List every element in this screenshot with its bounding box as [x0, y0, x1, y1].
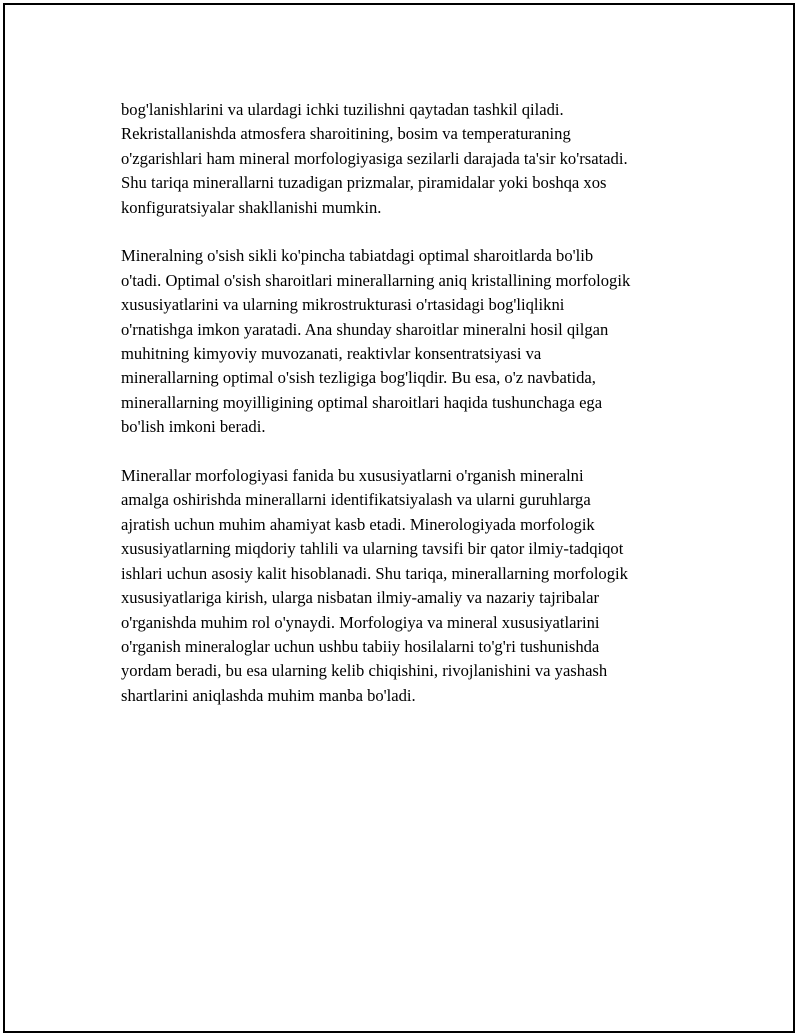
- paragraph-line: bog'lanishlarini va ulardagi ichki tuzilishni qaytadan tashkil qiladi.: [121, 100, 564, 119]
- paragraph-line: ajratish uchun muhim ahamiyat kasb etadi. Minerologiyada morfologik: [121, 514, 595, 534]
- paragraph-line: Minerallar morfologiyasi fanida bu xususiyatlarni o'rganish mineralni: [121, 466, 584, 486]
- paragraph-line: bo'lish imkoni beradi.: [121, 417, 266, 437]
- paragraph-line: Mineralning o'sish sikli ko'pincha tabiatdagi optimal sharoitlarda bo'lib: [121, 246, 594, 266]
- paragraph-line: ishlari uchun asosiy kalit hisoblanadi. Shu tariqa, minerallarning morfologik: [121, 563, 628, 583]
- paragraph-2: [121, 244, 701, 439]
- paragraph-line: Rekristallanishda atmosfera sharoitining, bosim va temperaturaning: [121, 124, 571, 144]
- paragraph-line: amalga oshirishda minerallarni identifikatsiyalash va ularni guruhlarga: [121, 490, 591, 510]
- paragraph-line: yordam beradi, bu esa ularning kelib chiqishini, rivojlanishini va yashash: [121, 661, 608, 681]
- paragraph-line: xususiyatlarini va ularning mikrostrukturasi o'rtasidagi bog'liqlikni: [121, 295, 565, 315]
- paragraph-line: o'rganishda muhim rol o'ynaydi. Morfologiya va mineral xususiyatlarini: [121, 612, 600, 632]
- paragraph-3: [121, 464, 701, 708]
- paragraph-line: Shu tariqa minerallarni tuzadigan prizmalar, piramidalar yoki boshqa xos: [121, 173, 607, 193]
- paragraph-line: muhitning kimyoviy muvozanati, reaktivlar konsentratsiyasi va: [121, 344, 542, 364]
- paragraph-line: minerallarning moyilligining optimal sharoitlari haqida tushunchaga ega: [121, 392, 603, 412]
- paragraph-line: o'rganish mineraloglar uchun ushbu tabiiy hosilalarni to'g'ri tushunishda: [121, 636, 600, 656]
- document-body: [121, 98, 701, 733]
- paragraph-1: [121, 98, 701, 220]
- page-frame: [3, 3, 795, 1033]
- paragraph-line: o'rnatishga imkon yaratadi. Ana shunday sharoitlar mineralni hosil qilgan: [121, 319, 609, 339]
- paragraph-line: xususiyatlarning miqdoriy tahlili va ularning tavsifi bir qator ilmiy-tadqiqot: [121, 539, 624, 559]
- paragraph-line: shartlarini aniqlashda muhim manba bo'ladi.: [121, 685, 416, 705]
- paragraph-line: o'tadi. Optimal o'sish sharoitlari minerallarning aniq kristallining morfologik: [121, 270, 631, 290]
- paragraph-line: o'zgarishlari ham mineral morfologiyasiga sezilarli darajada ta'sir ko'rsatadi.: [121, 148, 628, 168]
- paragraph-line: xususiyatlariga kirish, ularga nisbatan ilmiy-amaliy va nazariy tajribalar: [121, 588, 599, 608]
- paragraph-line: konfiguratsiyalar shakllanishi mumkin.: [121, 197, 382, 217]
- paragraph-line: minerallarning optimal o'sish tezligiga bog'liqdir. Bu esa, o'z navbatida,: [121, 368, 596, 388]
